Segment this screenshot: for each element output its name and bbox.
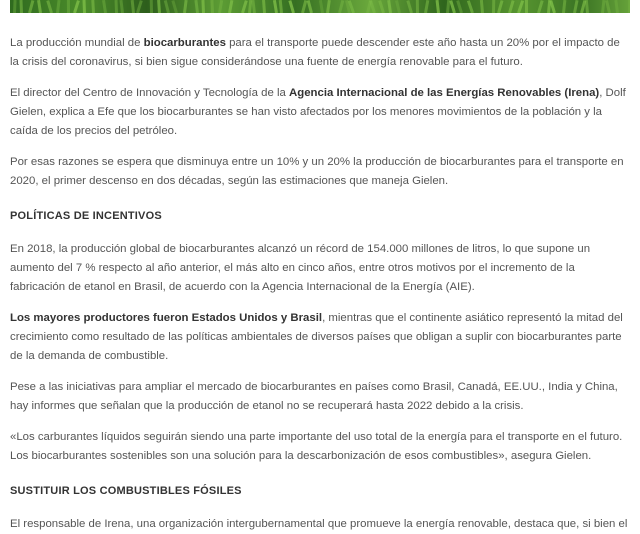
article-paragraph-8: El responsable de Irena, una organización intergubernamental que promueve la energía renovable, destaca que, si bien el [10,518,628,530]
paragraph-text: El director del Centro de Innovación y Tecnología de la [10,87,290,99]
grass-blade [497,0,503,13]
grass-blade [378,0,385,13]
section-heading-incentivos: POLÍTICAS DE INCENTIVOS [10,210,162,222]
grass-blade [388,0,393,13]
grass-blade [13,0,17,13]
grass-blade [137,0,144,13]
grass-blade [457,0,464,13]
grass-blade [46,0,53,13]
grass-blade [157,0,161,13]
grass-blade [67,0,70,13]
article-paragraph-6: Pese a las iniciativas para ampliar el mercado de biocarburantes en países como Brasil, Canadá, EE.UU., India y China, hay informes que señalan que la producción de etanol no se recuperará hasta 2022 debido a la crisis. [10,381,618,412]
grass-blade [279,0,283,13]
grass-blade [150,0,153,13]
grass-blade [449,0,456,13]
grass-blade [319,0,324,13]
grass-blade [605,0,611,13]
grass-blade [406,0,413,13]
article-paragraph-1 [10,34,630,72]
grass-blade [424,0,429,13]
grass-blade [338,0,344,13]
grass-blade [415,0,418,13]
grass-blade [228,0,233,13]
section-heading-sustituir: SUSTITUIR LOS COMBUSTIBLES FÓSILES [10,485,242,497]
grass-blade [525,0,528,13]
grass-blade [537,0,544,13]
article-paragraph-2 [10,84,630,141]
grass-blade [614,0,619,13]
grass-blade [395,0,401,13]
grass-blade [492,0,495,13]
grass-blade [183,0,188,13]
grass-blade [306,0,312,13]
grass-blade [273,0,278,13]
grass-blade [252,0,257,13]
article-paragraph-7: «Los carburantes líquidos seguirán siendo una parte importante del uso total de la energía para el transporte en el futuro. Los biocarburantes sostenibles son una solución para la descarbonización de esos combustibles», asegura Gielen. [10,431,623,462]
grass-blade [326,0,331,13]
article-paragraph-5 [10,309,630,366]
grass-blade [369,0,376,13]
grass-blade [467,0,474,13]
grass-blade [210,0,214,13]
paragraph-text: La producción mundial de [10,37,144,49]
paragraph-text: para el transporte puede descender este año hasta un 20% por el impacto de la crisis del coronavirus, si bien sigue considerándose una fuente de energía renovable para el futuro. [10,37,620,68]
hero-image [10,0,630,13]
keyword-productores: Los mayores productores fueron Estados Unidos y Brasil [10,312,323,324]
grass-blade [573,0,578,13]
grass-blade [194,0,199,13]
grass-blade [585,0,589,13]
grass-blade [29,0,35,13]
grass-blade [262,0,266,13]
grass-blade [102,0,107,13]
grass-blade [82,0,86,13]
grass-blade [201,0,205,13]
grass-blade [20,0,24,13]
keyword-biocarburantes: biocarburantes [143,37,226,49]
paragraph-text: , Dolf Gielen, explica a Efe que los biocarburantes se han visto afectados por los menores movimientos de la población y la caída de los precios del petróleo. [10,87,626,137]
grass-blade [56,0,61,13]
grass-blade [517,0,524,13]
grass-blade [218,0,223,13]
paragraph-text: , mientras que el continente asiático representó la mitad del crecimiento como resultado de las políticas ambientales de diversos países que obligan a suplir con biocarburantes parte de la demanda de combustible. [10,312,623,362]
grass-blade [120,0,125,13]
grass-blade [436,0,440,13]
grass-blade [241,0,248,13]
grass-blade [508,0,515,13]
article-paragraph-4: En 2018, la producción global de biocarburantes alcanzó un récord de 154.000 millones de litros, lo que supone un aumento del 7 % respecto al año anterior, el más alto en cinco años, entre otros motivos por el incremento de la fabricación de etanol en Brasil, de acuerdo con la Agencia Internacional de la Energía (AIE). [10,243,591,293]
article-body [10,34,630,534]
grass-blade [171,0,178,13]
grass-blade [114,0,117,13]
grass-blade [73,0,80,13]
keyword-irena: Agencia Internacional de las Energías Renovables (Irena) [289,87,600,99]
grass-blade [38,0,43,13]
grass-blade [288,0,295,13]
grass-blade [480,0,484,13]
grass-blade [91,0,95,13]
grass-blade [164,0,170,13]
grass-blade [562,0,566,13]
article-paragraph-3: Por esas razones se espera que disminuya entre un 10% y un 20% la producción de biocarburantes para el transporte en 2020, el primer descenso en dos décadas, según las estimaciones que maneja Gielen. [10,156,624,187]
grass-blade [130,0,134,13]
